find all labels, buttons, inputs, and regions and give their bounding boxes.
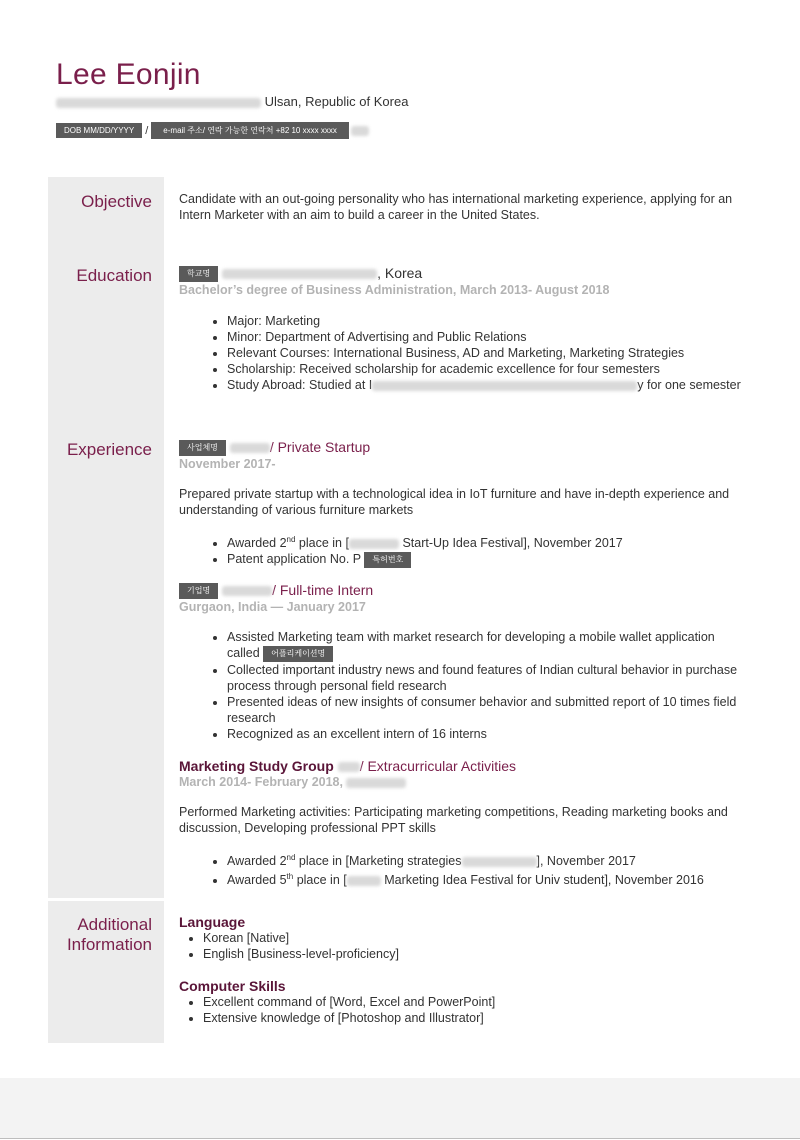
section-title-additional [48,915,152,955]
experience-startup [179,439,749,568]
patent-number-tag: 특허번호 [364,552,411,568]
list-item: • Minor: Department of Advertising and Public Relations [227,329,749,345]
list-item: • Extensive knowledge of [Photoshop and Illustrator] [203,1010,749,1026]
experience-intern [179,582,749,742]
list-item [227,629,749,662]
school-suffix: , Korea [377,265,423,281]
list-item [227,551,749,568]
contact-tag: e-mail 주소/ 연락 가능한 연락처 +82 10 xxxx xxxx [151,122,349,139]
award-sup: th [286,872,294,882]
list-item: • Korean [Native] [203,930,749,946]
experience-study-group [179,758,749,888]
skills-list [179,994,749,1026]
language-title: Language [179,914,246,930]
study-group-date [179,774,749,790]
section-sidebar [48,177,164,1043]
redacted-strategy-name [462,857,537,867]
list-item: • Presented ideas of new insights of consumer behavior and submitted report of 10 times field research [227,694,749,726]
intern-bullet-text: Assisted Marketing team with market research for developing a mobile wallet application called [227,630,715,661]
startup-description: Prepared private startup with a technological idea in IoT furniture and have in-depth experience and understanding of various furniture markets [179,487,730,518]
study-group-title-line [179,758,749,774]
degree-line: Bachelor’s degree of Business Administration, March 2013- August 2018 [179,283,610,298]
personal-info-bar [56,122,369,139]
business-name-tag: 사업체명 [179,440,226,456]
computer-skills-title: Computer Skills [179,978,286,994]
redacted-business-name [230,443,270,453]
candidate-name: Lee Eonjin [56,58,201,91]
list-item [227,850,749,869]
separator: / [145,124,149,137]
award-text: Awarded 2 [227,536,287,551]
intern-title: / Full-time Intern [272,582,374,598]
company-name-tag: 기업명 [179,583,218,599]
dob-tag: DOB MM/DD/YYYY [56,123,142,138]
redacted-location [346,778,406,788]
address-line [56,94,408,109]
section-title-objective: Objective [81,192,152,211]
redacted-festival-name [349,539,399,549]
redacted-group-name [338,762,360,772]
award-sup: nd [286,535,296,545]
list-item: • English [Business-level-proficiency] [203,946,749,962]
section-title-additional-line1: Additional [77,915,152,934]
study-group-list [179,850,749,888]
award-text-end: Start-Up Idea Festival], November 2017 [398,536,623,551]
study-group-title: Marketing Study Group [179,758,334,774]
award-sup: nd [286,853,296,862]
objective-text: Candidate with an out-going personality who has international marketing experience, applying for an Intern Marketer with an aim to build a career in the United States. [179,192,733,222]
app-name-tag: 어플리케이션명 [263,646,333,662]
abroad-prefix: Study Abroad: Studied at I [227,378,373,393]
page-footer [0,1078,800,1139]
startup-list [179,532,749,568]
redacted-school-name [222,269,377,279]
redacted-contact [351,126,369,136]
patent-text: Patent application No. P [227,552,361,567]
section-title-education: Education [76,266,152,285]
intern-location: Gurgaon, India — January 2017 [179,600,366,615]
study-group-role: / Extracurricular Activities [359,758,517,774]
list-item [227,377,749,393]
location-text: Ulsan, Republic of Korea [264,94,409,109]
section-title-additional-line2: Information [66,935,152,954]
section-title-experience: Experience [66,440,152,459]
redacted-university-abroad [372,381,637,391]
abroad-suffix: y for one semester [637,378,741,393]
intern-list [179,629,749,742]
list-item: • Excellent command of [Word, Excel and PowerPoint] [203,994,749,1010]
award-text-mid: place in [ [293,873,347,888]
startup-title: / Private Startup [269,439,371,455]
education-list [179,313,749,393]
list-item: • Scholarship: Received scholarship for academic excellence for four semesters [227,361,749,377]
school-tag: 학교명 [179,266,218,282]
award-text-mid: place in [Marketing strategies [295,854,462,869]
redacted-company-name [222,586,272,596]
education-block [179,265,749,393]
award-text-end: Marketing Idea Festival for Univ student], November 2016 [380,873,704,888]
list-item: • Major: Marketing [227,313,749,329]
sidebar-divider [48,898,164,901]
study-group-description: Performed Marketing activities: Participating marketing competitions, Reading marketing books and discussion, Developing professional PPT skills [179,805,728,835]
award-text: Awarded 5 [227,873,287,888]
list-item: • Recognized as an excellent intern of 16 interns [227,726,749,742]
award-text: Awarded 2 [227,854,287,869]
school-line [179,265,749,282]
startup-title-line [179,439,749,456]
redacted-street-address [56,98,261,108]
intern-title-line [179,582,749,599]
study-group-date-text: March 2014- February 2018, [179,775,343,789]
award-text-mid: place in [ [295,536,349,551]
additional-block [179,914,749,1026]
list-item [227,869,749,888]
award-text-end: ], November 2017 [536,854,636,869]
redacted-festival-name [347,876,381,886]
list-item: • Relevant Courses: International Business, AD and Marketing, Marketing Strategies [227,345,749,361]
list-item: • Collected important industry news and found features of Indian cultural behavior in purchase process through personal field research [227,662,749,694]
language-list [179,930,749,962]
list-item [227,532,749,551]
startup-date: November 2017- [179,457,276,472]
